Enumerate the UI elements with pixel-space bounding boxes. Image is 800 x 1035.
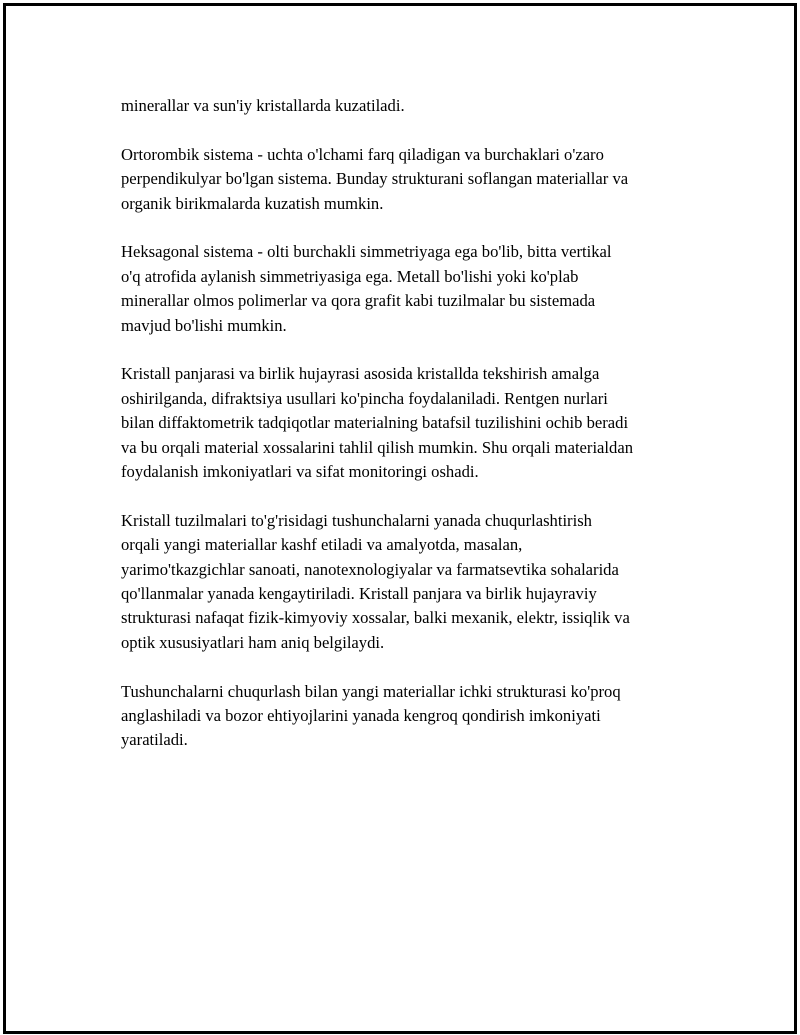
text-line: foydalanish imkoniyatlari va sifat monitoringi oshadi.: [121, 462, 479, 482]
text-line: optik xususiyatlari ham aniq belgilaydi.: [121, 632, 385, 652]
text-line: oshirilganda, difraktsiya usullari ko'pincha foydalaniladi. Rentgen nurlari: [121, 388, 608, 408]
text-line: Heksagonal sistema - olti burchakli simmetriyaga ega bo'lib, bitta vertikal: [121, 242, 612, 262]
text-line: minerallar olmos polimerlar va qora grafit kabi tuzilmalar bu sistemada: [121, 291, 596, 311]
text-line: yaratiladi.: [121, 730, 188, 750]
text-line: yarimo'tkazgichlar sanoati, nanotexnologiyalar va farmatsevtika sohalarida: [121, 559, 619, 579]
document-page: [3, 3, 797, 1034]
text-line: minerallar va sun'iy kristallarda kuzatiladi.: [121, 96, 405, 115]
paragraph-2: [121, 143, 701, 216]
text-line: o'q atrofida aylanish simmetriyasiga ega. Metall bo'lishi yoki ko'plab: [121, 266, 579, 286]
text-line: perpendikulyar bo'lgan sistema. Bunday strukturani soflangan materiallar va: [121, 169, 629, 189]
document-body: [121, 94, 701, 777]
text-line: strukturasi nafaqat fizik-kimyoviy xossalar, balki mexanik, elektr, issiqlik va: [121, 608, 630, 628]
text-line: orqali yangi materiallar kashf etiladi va amalyotda, masalan,: [121, 535, 523, 555]
paragraph-3: [121, 240, 701, 338]
text-line: bilan diffaktometrik tadqiqotlar materialning batafsil tuzilishini ochib beradi: [121, 413, 629, 433]
text-line: anglashiladi va bozor ehtiyojlarini yanada kengroq qondirish imkoniyati: [121, 706, 601, 726]
text-line: Kristall tuzilmalari to'g'risidagi tushunchalarni yanada chuqurlashtirish: [121, 510, 592, 530]
paragraph-4: [121, 362, 701, 484]
paragraph-6: [121, 680, 701, 753]
text-line: Tushunchalarni chuqurlash bilan yangi materiallar ichki strukturasi ko'proq: [121, 681, 621, 701]
text-line: mavjud bo'lishi mumkin.: [121, 315, 287, 335]
paragraph-5: [121, 509, 701, 655]
text-line: va bu orqali material xossalarini tahlil qilish mumkin. Shu orqali materialdan: [121, 437, 633, 457]
text-line: organik birikmalarda kuzatish mumkin.: [121, 193, 384, 213]
paragraph-1: [121, 94, 701, 118]
text-line: Ortorombik sistema - uchta o'lchami farq qiladigan va burchaklari o'zaro: [121, 144, 604, 164]
text-line: Kristall panjarasi va birlik hujayrasi asosida kristallda tekshirish amalga: [121, 364, 600, 384]
text-line: qo'llanmalar yanada kengaytiriladi. Kristall panjara va birlik hujayraviy: [121, 584, 597, 604]
